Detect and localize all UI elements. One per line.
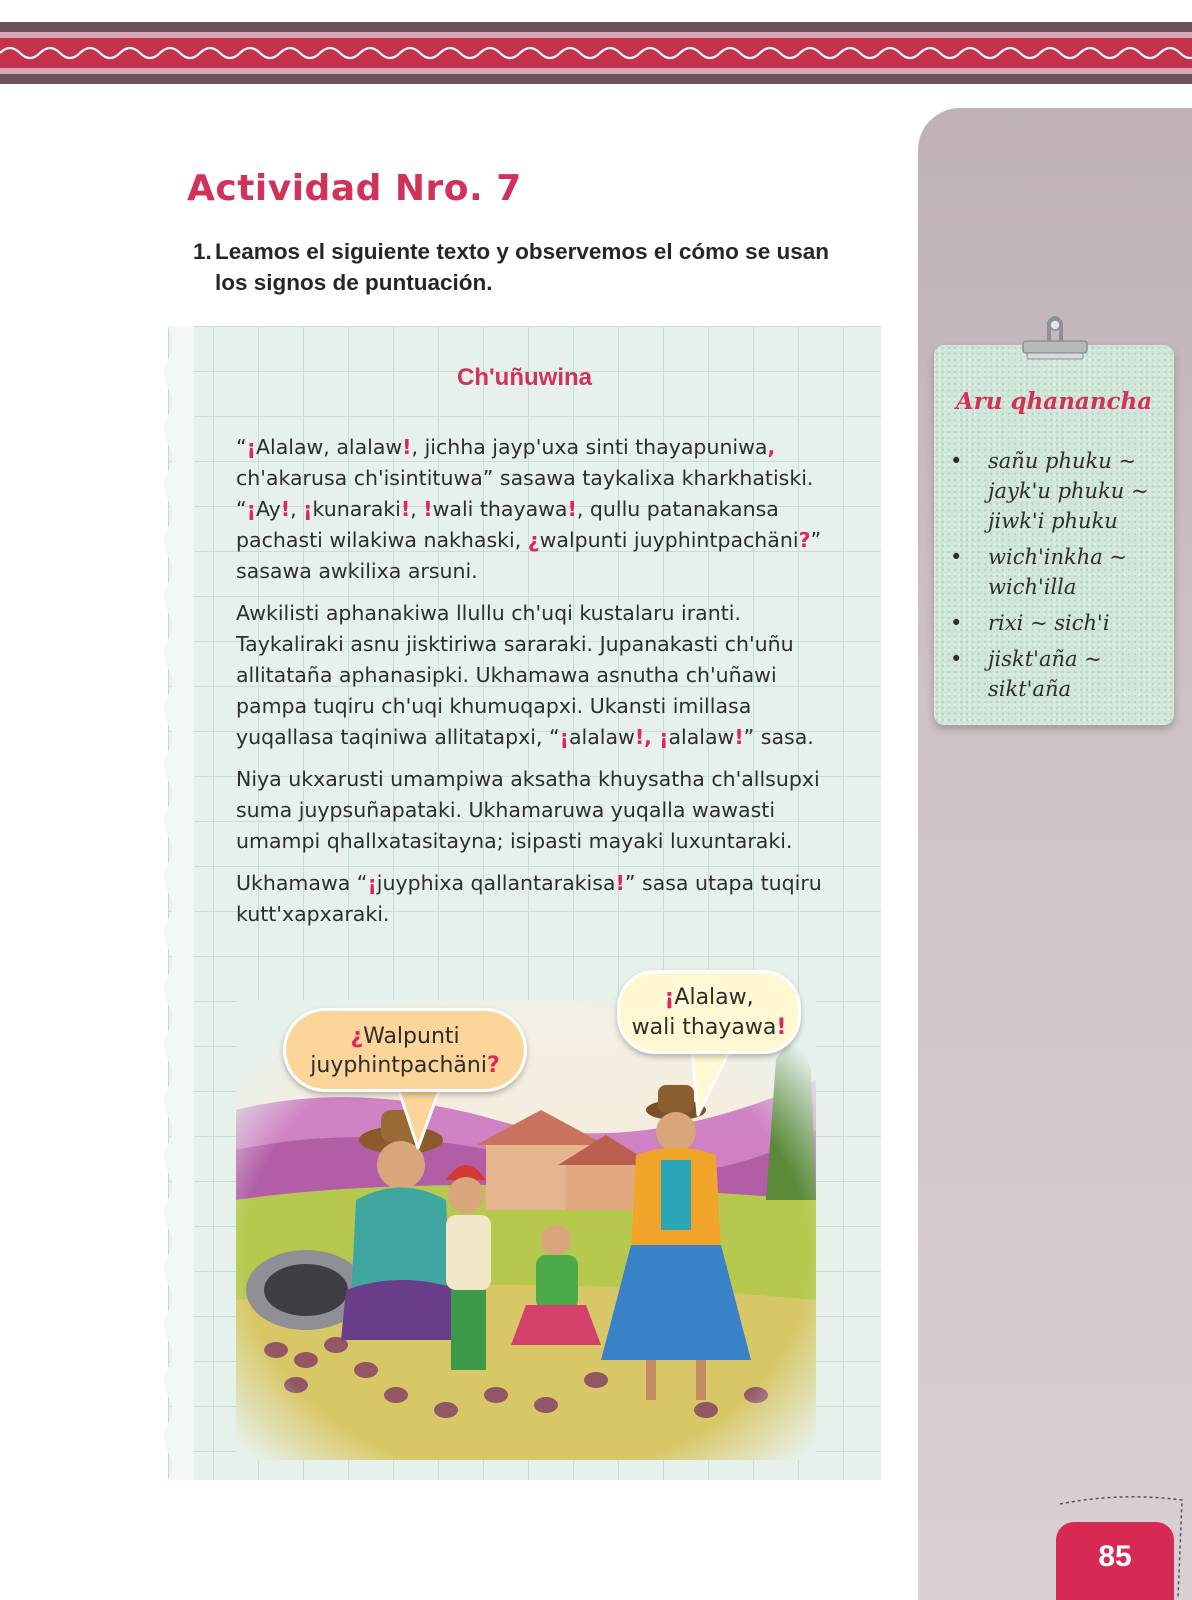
story-paragraph — [236, 598, 866, 753]
punctuation-mark: !, ¡ — [634, 725, 669, 749]
punctuation-mark: ¡ — [367, 871, 377, 895]
story-text-segment: , — [290, 497, 304, 521]
story-paragraph — [236, 764, 866, 857]
story-text-segment: Niya ukxarusti umampiwa aksatha khuysatha ch'allsupxi — [236, 767, 820, 791]
story-text-segment: Awkilisti aphanakiwa llullu ch'uqi kustalaru iranti. — [236, 601, 741, 625]
note-list-item — [950, 446, 1170, 536]
note-item-line: sañu phuku ~ — [988, 449, 1137, 473]
bullet-icon: • — [950, 545, 963, 569]
bullet-icon: • — [950, 449, 963, 473]
punctuation-mark: ! — [615, 871, 625, 895]
note-list-item — [950, 644, 1170, 704]
note-list — [950, 446, 1170, 710]
story-text-segment: kutt'xapxaraki. — [236, 902, 390, 926]
bubble-text: wali thayawa — [631, 1015, 777, 1040]
story-text-segment: Ay — [255, 497, 281, 521]
punctuation-mark: , — [767, 435, 776, 459]
instruction-line-1: Leamos el siguiente texto y observemos el cómo se usan — [215, 239, 829, 264]
story-line — [236, 868, 866, 899]
bubble-line — [620, 983, 798, 1013]
story-text-segment: wali thayawa — [432, 497, 568, 521]
note-item-line: jiskt'aña ~ — [988, 647, 1102, 671]
story-text-segment: alalaw — [668, 725, 735, 749]
punctuation-mark: ¡ — [664, 985, 675, 1010]
story-title: Ch'uñuwina — [456, 364, 593, 391]
punctuation-mark: ! — [567, 497, 577, 521]
bubble-text: Alalaw, — [674, 985, 754, 1010]
story-line — [236, 691, 866, 722]
story-text-segment: “ — [236, 497, 247, 521]
bubble-line — [286, 1051, 524, 1080]
story-line — [236, 899, 866, 930]
story-line — [236, 598, 866, 629]
note-title: Aru qhanancha — [955, 388, 1153, 415]
note-item-line: jayk'u phuku ~ — [988, 479, 1149, 503]
story-text-segment: , qullu patanakansa — [576, 497, 779, 521]
clip-icon — [1015, 313, 1095, 373]
story-text-segment: ” sasa utapa tuqiru — [624, 871, 822, 895]
story-line — [236, 494, 866, 525]
bullet-icon: • — [950, 611, 963, 635]
punctuation-mark: ? — [798, 528, 811, 552]
bubble-text: Walpunti — [363, 1024, 460, 1049]
punctuation-mark: ! — [280, 497, 291, 521]
bubble-text: juyphintpachäni — [310, 1053, 487, 1078]
instruction-number: 1. — [193, 239, 212, 264]
punctuation-mark: ! — [734, 725, 744, 749]
story-paragraph — [236, 868, 866, 930]
bubble-line — [286, 1022, 524, 1051]
speech-bubble-right — [617, 970, 801, 1054]
punctuation-mark: ¿ — [350, 1024, 364, 1049]
story-line — [236, 556, 866, 587]
story-line — [236, 826, 866, 857]
story-text-segment: Ukhamawa “ — [236, 871, 368, 895]
speech-bubble-left — [283, 1008, 527, 1092]
story-line — [236, 660, 866, 691]
note-list-item — [950, 608, 1170, 638]
punctuation-mark: ¡ — [303, 497, 313, 521]
story-line — [236, 722, 866, 753]
page-number: 85 — [1056, 1522, 1174, 1600]
story-text-segment: Taykaliraki asnu jisktiriwa sararaki. Jupanakasti ch'uñu — [236, 632, 794, 656]
story-line — [236, 463, 866, 494]
story-text-segment: ” — [810, 528, 822, 552]
punctuation-mark: ¡ — [246, 497, 256, 521]
punctuation-mark: ? — [486, 1053, 500, 1078]
story-text-segment: pampa tuqiru ch'uqi khumuqapxi. Ukansti imillasa — [236, 694, 752, 718]
story-text-segment: , — [410, 497, 424, 521]
instruction — [193, 236, 893, 298]
story-text-segment: yuqallasa taqiniwa allitatapxi, “ — [236, 725, 560, 749]
bubble-line — [620, 1013, 798, 1043]
note-item-line: wich'illa — [988, 575, 1077, 599]
story-text-segment: suma juypsuñapataki. Ukhamaruwa yuqalla wawasti — [236, 798, 776, 822]
story-text-segment: kunaraki — [312, 497, 401, 521]
story-text-segment: ch'akarusa ch'isintituwa” sasawa taykalixa kharkhatiski. — [236, 466, 814, 490]
story-text — [236, 432, 866, 941]
story-text-segment: Alalaw, alalaw — [255, 435, 403, 459]
punctuation-mark: ! — [776, 1015, 787, 1040]
punctuation-mark: ¡ — [559, 725, 569, 749]
punctuation-mark: ¡ — [246, 435, 256, 459]
story-text-segment: juyphixa qallantarakisa — [376, 871, 616, 895]
story-text-segment: , jichha jayp'uxa sinti thayapuniwa — [411, 435, 768, 459]
torn-edge — [160, 326, 194, 1480]
story-text-segment: ” sasa. — [743, 725, 814, 749]
story-text-segment: “ — [236, 435, 247, 459]
story-line — [236, 629, 866, 660]
story-text-segment: sasawa awkilixa arsuni. — [236, 559, 478, 583]
story-text-segment: pachasti wilakiwa nakhaski, — [236, 528, 528, 552]
story-paragraph — [236, 432, 866, 587]
decorative-border — [0, 22, 1192, 84]
story-text-segment: umampi qhallxatasitayna; isipasti mayaki luxuntaraki. — [236, 829, 793, 853]
punctuation-mark: ! — [400, 497, 411, 521]
story-line — [236, 795, 866, 826]
page-title: Actividad Nro. 7 — [187, 168, 522, 209]
story-line — [236, 525, 866, 556]
story-text-segment: allitataña aphanasipki. Ukhamawa asnutha ch'uñawi — [236, 663, 777, 687]
note-item-line: wich'inkha ~ — [988, 545, 1128, 569]
story-text-segment: alalaw — [568, 725, 635, 749]
instruction-line-2: los signos de puntuación. — [215, 270, 493, 295]
note-item-line: rixi ~ sich'i — [988, 611, 1110, 635]
punctuation-mark: ! — [402, 435, 412, 459]
story-text-segment: walpunti juyphintpachäni — [539, 528, 799, 552]
note-item-line: jiwk'i phuku — [988, 509, 1118, 533]
story-line — [236, 432, 866, 463]
story-line — [236, 764, 866, 795]
punctuation-mark: ¿ — [527, 528, 540, 552]
note-list-item — [950, 542, 1170, 602]
punctuation-mark: ! — [423, 497, 433, 521]
bullet-icon: • — [950, 647, 963, 671]
note-item-line: sikt'aña — [988, 677, 1071, 701]
